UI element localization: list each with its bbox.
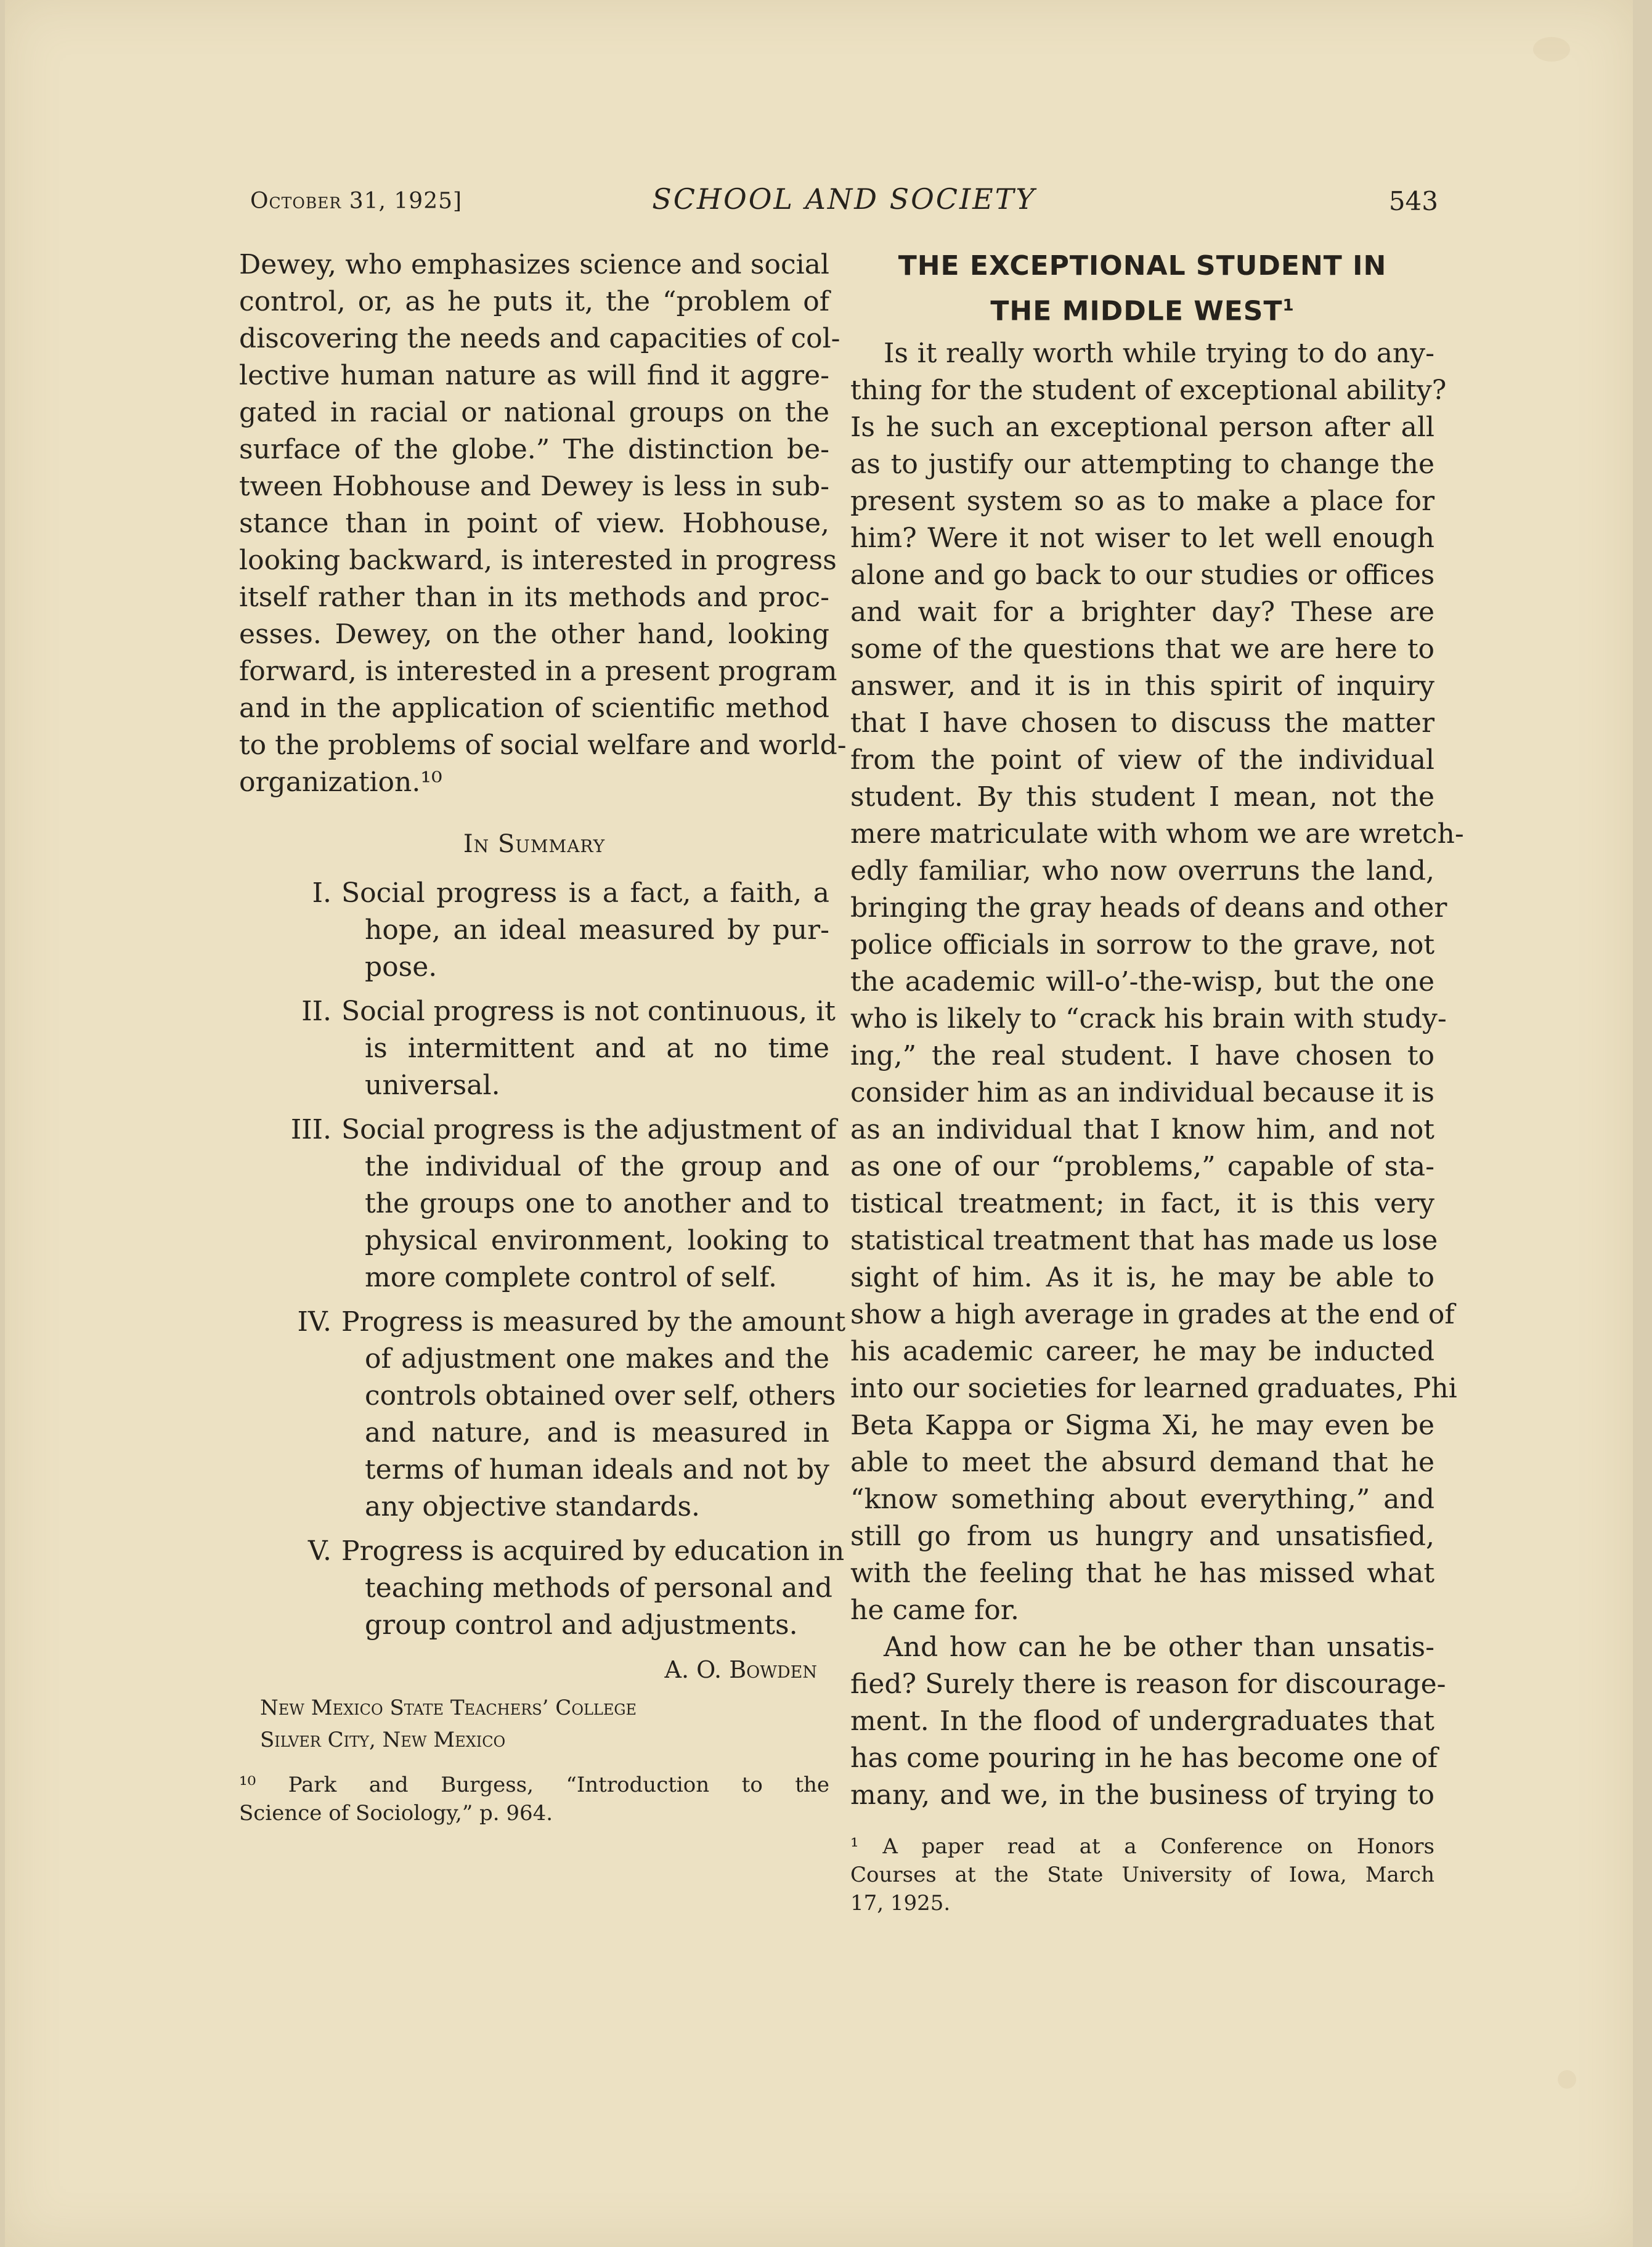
paragraph-line: has come pouring in he has become one of xyxy=(850,1742,1438,1774)
paragraph-line: stance than in point of view. Hobhouse, xyxy=(239,508,829,539)
summary-line: hope, an ideal measured by pur- xyxy=(365,914,829,946)
summary-item-text xyxy=(341,1533,845,1644)
paragraph-line: consider him as an individual because it is xyxy=(850,1076,1434,1108)
paragraph-line: Beta Kappa or Sigma Xi, he may even be xyxy=(850,1409,1434,1441)
paragraph-line: gated in racial or national groups on the xyxy=(239,397,829,428)
paragraph-line: alone and go back to our studies or offices xyxy=(850,559,1435,591)
paragraph-line: surface of the globe.” The distinction be- xyxy=(239,434,829,465)
summary-line: the groups one to another and to xyxy=(365,1188,829,1219)
footnote-line: ¹⁰ Park and Burgess, “Introduction to the xyxy=(239,1773,829,1797)
summary-heading: In Summary xyxy=(463,830,606,858)
paragraph-line: itself rather than in its methods and proc- xyxy=(239,582,829,613)
summary-item xyxy=(239,1533,845,1644)
footnote-line: Science of Sociology,” p. 964. xyxy=(239,1801,553,1826)
right-paragraph-2 xyxy=(850,1629,1446,1814)
paragraph-line: answer, and it is in this spirit of inquiry xyxy=(850,670,1434,702)
author-signature: A. O. Bowden xyxy=(664,1656,817,1683)
summary-line: any objective standards. xyxy=(365,1491,701,1522)
paragraph-line: statistical treatment that has made us lose xyxy=(850,1224,1438,1256)
affiliation-line: Silver City, New Mexico xyxy=(260,1728,506,1752)
paragraph-line: him? Were it not wiser to let well enough xyxy=(850,522,1434,554)
paper-spot xyxy=(1558,2070,1576,2089)
running-header xyxy=(250,182,1438,226)
paragraph-line: still go from us hungry and unsatisfied, xyxy=(850,1520,1434,1552)
paragraph-line: ment. In the flood of undergraduates that xyxy=(850,1705,1434,1737)
paragraph-line: able to meet the absurd demand that he xyxy=(850,1446,1434,1478)
paragraph-line: “know something about everything,” and xyxy=(850,1483,1434,1515)
paragraph-line: as to justify our attempting to change the xyxy=(850,448,1434,480)
paragraph-line: and in the application of scientific method xyxy=(239,693,829,724)
summary-list xyxy=(239,875,846,1644)
paragraph-line: Is it really worth while trying to do any- xyxy=(884,337,1434,369)
summary-item-text xyxy=(341,875,829,986)
page-number: 543 xyxy=(1388,186,1438,216)
paragraph-line: with the feeling that he has missed what xyxy=(850,1557,1434,1589)
paragraph-line: fied? Surely there is reason for discourage- xyxy=(850,1668,1446,1700)
summary-item-number: II. xyxy=(301,996,332,1027)
summary-line: Social progress is the adjustment of xyxy=(341,1114,837,1145)
article-title-line xyxy=(850,286,1434,331)
affiliation-line: New Mexico State Teachers’ College xyxy=(260,1696,637,1720)
paragraph-line: and wait for a brighter day? These are xyxy=(850,596,1434,628)
right-paragraph-1 xyxy=(850,335,1464,1629)
paragraph-line: police officials in sorrow to the grave, not xyxy=(850,928,1434,961)
paragraph-line: who is likely to “crack his brain with study- xyxy=(850,1002,1447,1034)
article-title-line: THE EXCEPTIONAL STUDENT IN xyxy=(898,250,1387,282)
summary-line: the individual of the group and xyxy=(365,1151,829,1182)
summary-line: and nature, and is measured in xyxy=(365,1417,829,1449)
paragraph-line: show a high average in grades at the end of xyxy=(850,1298,1455,1330)
title-footnote-mark: 1 xyxy=(1282,296,1295,315)
paragraph-line: ing,” the real student. I have chosen to xyxy=(850,1039,1434,1071)
summary-line: more complete control of self. xyxy=(365,1262,778,1293)
summary-item-text xyxy=(341,1304,846,1526)
paragraph-line: edly familiar, who now overruns the land, xyxy=(850,855,1434,887)
paragraph-line: thing for the student of exceptional ability? xyxy=(850,374,1447,406)
header-date: October 31, 1925] xyxy=(250,189,463,214)
paragraph-line: his academic career, he may be inducted xyxy=(850,1335,1434,1367)
paragraph-line: that I have chosen to discuss the matter xyxy=(850,707,1434,739)
paragraph-line: from the point of view of the individual xyxy=(850,744,1434,776)
paragraph-line: organization.¹⁰ xyxy=(239,766,442,798)
paragraph-line: many, and we, in the business of trying to xyxy=(850,1779,1434,1811)
author-affiliation xyxy=(260,1692,829,1756)
summary-item xyxy=(239,1111,837,1296)
summary-line: controls obtained over self, others xyxy=(365,1380,836,1412)
footnote-line: 17, 1925. xyxy=(850,1890,951,1916)
right-footnote xyxy=(850,1832,1434,1917)
summary-item xyxy=(239,875,829,986)
summary-line: is intermittent and at no time xyxy=(365,1033,829,1064)
summary-line: group control and adjustments. xyxy=(365,1609,798,1641)
summary-line: Social progress is a fact, a faith, a xyxy=(341,877,829,909)
summary-item-text xyxy=(341,1111,837,1296)
paragraph-line: control, or, as he puts it, the “problem of xyxy=(239,286,829,317)
left-footnote xyxy=(239,1771,829,1827)
paragraph-line: lective human nature as will find it aggre- xyxy=(239,360,829,391)
paragraph-line: forward, is interested in a present program xyxy=(239,656,837,687)
paragraph-line: mere matriculate with whom we are wretch- xyxy=(850,818,1464,850)
paragraph-line: sight of him. As it is, he may be able to xyxy=(850,1261,1434,1293)
paragraph-line: into our societies for learned graduates, Phi xyxy=(850,1372,1457,1404)
summary-item xyxy=(239,1304,846,1526)
article-title-text: THE MIDDLE WEST xyxy=(990,295,1283,327)
paragraph-line: he came for. xyxy=(850,1594,1019,1626)
footnote-line: Courses at the State University of Iowa, March xyxy=(850,1862,1434,1887)
left-paragraph xyxy=(239,246,847,801)
summary-line: pose. xyxy=(365,951,437,983)
summary-item-text xyxy=(341,993,836,1104)
paragraph-line: to the problems of social welfare and world- xyxy=(239,729,847,761)
paragraph-line: as one of our “problems,” capable of sta- xyxy=(850,1150,1434,1182)
paragraph-line: some of the questions that we are here to xyxy=(850,633,1434,665)
summary-item xyxy=(239,993,836,1104)
paragraph-line: Dewey, who emphasizes science and social xyxy=(239,249,829,280)
paragraph-line: looking backward, is interested in progress xyxy=(239,545,837,576)
header-journal-title: SCHOOL AND SOCIETY xyxy=(652,182,1036,216)
right-column xyxy=(850,246,1464,1917)
paragraph-line: student. By this student I mean, not the xyxy=(850,781,1434,813)
paper-spot xyxy=(1533,37,1570,62)
paragraph-line: esses. Dewey, on the other hand, looking xyxy=(239,619,829,650)
paragraph-line: as an individual that I know him, and not xyxy=(850,1113,1434,1145)
summary-line: universal. xyxy=(365,1070,500,1101)
summary-item-number: IV. xyxy=(297,1306,332,1338)
paragraph-line: And how can he be other than unsatis- xyxy=(884,1631,1434,1663)
summary-line: Social progress is not continuous, it xyxy=(341,996,836,1027)
summary-line: of adjustment one makes and the xyxy=(365,1343,829,1375)
paragraph-line: tween Hobhouse and Dewey is less in sub- xyxy=(239,471,829,502)
paragraph-line: discovering the needs and capacities of col- xyxy=(239,323,840,354)
summary-line: Progress is measured by the amount xyxy=(341,1306,846,1338)
summary-item-number: V. xyxy=(307,1535,332,1567)
left-column xyxy=(239,246,847,1827)
summary-line: teaching methods of personal and xyxy=(365,1572,832,1604)
paragraph-line: Is he such an exceptional person after all xyxy=(850,411,1434,443)
summary-line: physical environment, looking to xyxy=(365,1225,829,1256)
paragraph-line: the academic will-o’-the-wisp, but the one xyxy=(850,965,1434,998)
summary-item-number: I. xyxy=(312,877,332,909)
article-title xyxy=(850,246,1434,331)
paragraph-line: present system so as to make a place for xyxy=(850,485,1434,517)
summary-line: terms of human ideals and not by xyxy=(365,1454,829,1485)
page-sheet xyxy=(5,0,1633,2247)
paragraph-line: bringing the gray heads of deans and other xyxy=(850,892,1447,924)
summary-line: Progress is acquired by education in xyxy=(341,1535,845,1567)
footnote-line: ¹ A paper read at a Conference on Honors xyxy=(850,1834,1434,1859)
paragraph-line: tistical treatment; in fact, it is this very xyxy=(850,1187,1434,1219)
summary-item-number: III. xyxy=(290,1114,332,1145)
